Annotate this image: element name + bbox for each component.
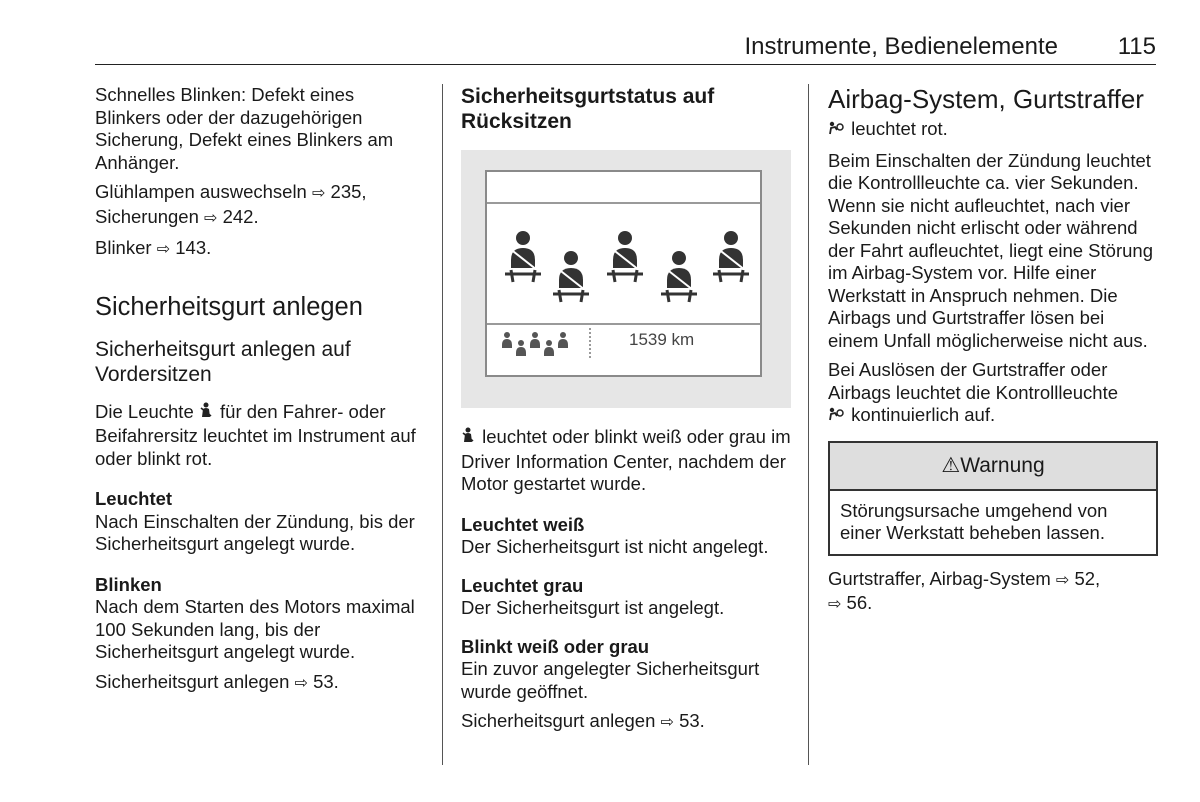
warning-header: [830, 443, 1156, 491]
warning-text: Störungsursache umgehend von einer Werkstatt beheben lassen.: [840, 499, 1108, 543]
seatbelt-icon: [461, 427, 475, 451]
warning-body: [830, 491, 1156, 554]
subsection-heading: Sicherheitsgurt anlegen auf Vordersitzen: [95, 337, 351, 386]
display-divider: [487, 202, 760, 204]
text: für den Fahrer- oder Beifahrersitz leuchtet im Instrument auf oder blinkt rot.: [95, 400, 416, 469]
paragraph: Nach dem Starten des Motors maximal 100 Sekunden lang, bis der Sicherheitsgurt angelegt wurde.: [95, 596, 415, 662]
column-middle: [461, 84, 791, 735]
paragraph: Schnelles Blinken: Defekt eines Blinkers oder der dazugehörigen Sicherung, Defekt eines Blinkers am Anhänger.: [95, 84, 394, 173]
arrow-icon: ⇨: [294, 674, 308, 692]
display-divider: [487, 323, 760, 325]
paragraph: [461, 426, 791, 496]
column-divider: [808, 84, 809, 765]
page-ref: 56.: [846, 592, 873, 613]
page-ref: 53.: [679, 710, 705, 731]
text: Sicherungen: [95, 205, 199, 227]
arrow-icon: ⇨: [204, 209, 218, 227]
paragraph: [828, 568, 1158, 617]
page-ref: 242.: [222, 205, 259, 227]
arrow-icon: ⇨: [1055, 571, 1070, 589]
seat-occupant-icon: [657, 250, 701, 313]
paragraph: [461, 710, 791, 735]
warning-box: [828, 441, 1158, 556]
page-ref: 52,: [1074, 567, 1101, 589]
paragraph: [828, 118, 1158, 143]
text: Sicherheitsgurt anlegen: [95, 670, 290, 692]
label-heading: Blinken: [95, 573, 162, 595]
page-ref: 53.: [313, 670, 339, 692]
rear-seatbelt-display-figure: [461, 150, 791, 408]
page-ref: 143.: [175, 237, 212, 258]
text: Bei Auslösen der Gurtstraffer oder Airbags leuchtet die Kontrollleuchte: [828, 359, 1119, 403]
seatbelt-icon: [199, 402, 213, 426]
column-right: [828, 84, 1158, 617]
section-heading: Airbag-System, Gurtstraffer: [828, 84, 1144, 114]
column-left: [95, 84, 425, 695]
text: Sicherheitsgurt anlegen: [461, 710, 656, 731]
paragraph: Der Sicherheitsgurt ist angelegt.: [461, 597, 725, 618]
paragraph: [95, 237, 425, 262]
seat-occupant-icon: [549, 250, 593, 313]
page-ref: 235,: [330, 181, 367, 202]
text: Die Leuchte: [95, 400, 194, 422]
paragraph: Beim Einschalten der Zündung leuchtet die Kontrollleuchte ca. vier Sekunden. Wenn sie nicht aufleuchtet, nach vier Sekunden nicht erlischt oder während der Fahrt aufleuchtet, liegt eine Störung im Airbag-System vor. Hilfe einer Werkstatt in Anspruch nehmen. Die Airbags und Gurtstraffer lösen bei einem Unfall möglicherweise nicht aus.: [828, 149, 1153, 351]
driver-information-center-display: [485, 170, 762, 377]
text: Glühlampen auswechseln: [95, 181, 307, 202]
paragraph: Nach Einschalten der Zündung, bis der Sicherheitsgurt angelegt wurde.: [95, 510, 415, 554]
text: leuchtet oder blinkt weiß oder grau im Driver Information Center, nachdem der Motor gestartet wurde.: [461, 426, 791, 494]
seat-occupant-icon: [501, 230, 545, 293]
running-header-title: Instrumente, Bedienelemente: [744, 33, 1058, 60]
paragraph: Der Sicherheitsgurt ist nicht angelegt.: [461, 536, 769, 557]
section-heading: Sicherheitsgurt anlegen: [95, 292, 363, 321]
text: Blinker: [95, 237, 152, 258]
text: leuchtet rot.: [851, 118, 948, 139]
arrow-icon: ⇨: [312, 185, 326, 202]
paragraph: Ein zuvor angelegter Sicherheitsgurt wurde geöffnet.: [461, 658, 760, 702]
text: kontinuierlich auf.: [851, 404, 996, 425]
warning-title: Warnung: [960, 453, 1045, 477]
arrow-icon: ⇨: [828, 596, 842, 613]
warning-icon: ⚠: [941, 453, 961, 477]
airbag-icon: [828, 120, 844, 143]
label-heading: Blinkt weiß oder grau: [461, 635, 650, 657]
odometer-readout: 1539 km: [629, 330, 695, 349]
subsection-heading: Sicherheitsgurtstatus auf Rücksitzen: [461, 85, 715, 133]
seat-occupant-icon: [603, 230, 647, 293]
column-divider: [442, 84, 443, 765]
page-number: 115: [1117, 33, 1156, 60]
airbag-icon: [828, 406, 844, 429]
mini-seat-status-icons: [499, 331, 579, 360]
paragraph: [95, 671, 425, 696]
paragraph: [95, 181, 425, 230]
text: Gurtstraffer, Airbag-System: [828, 567, 1051, 589]
header-rule: [95, 64, 1156, 65]
label-heading: Leuchtet grau: [461, 574, 584, 596]
display-separator: [589, 328, 591, 358]
arrow-icon: ⇨: [156, 241, 171, 258]
label-heading: Leuchtet weiß: [461, 513, 585, 535]
arrow-icon: ⇨: [660, 714, 674, 731]
label-heading: Leuchtet: [95, 488, 173, 509]
paragraph: [828, 359, 1158, 429]
seat-occupant-icon: [709, 230, 753, 293]
paragraph: [95, 401, 425, 471]
